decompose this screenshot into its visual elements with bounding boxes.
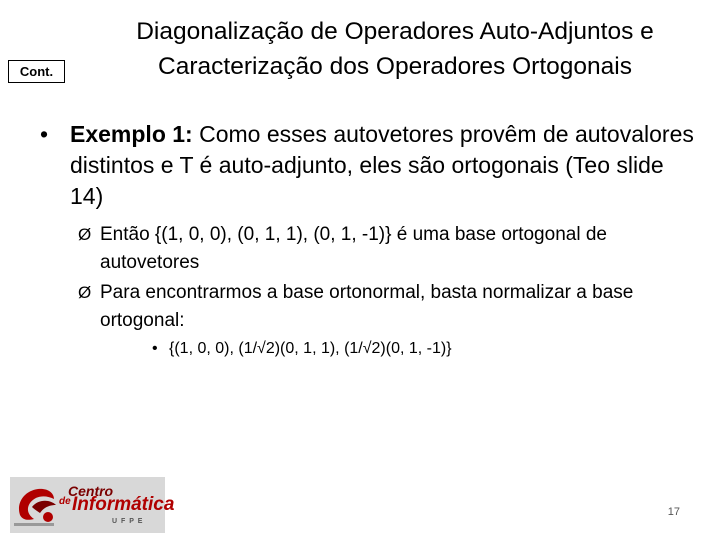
logo-word-ufpe: U F P E bbox=[112, 518, 144, 525]
title-line-2: Caracterização dos Operadores Ortogonais bbox=[158, 53, 632, 80]
logo-word-informatica: Informática bbox=[72, 494, 175, 515]
sub-sub-bullet-normalized-basis bbox=[152, 337, 698, 361]
cont-badge: Cont. bbox=[8, 60, 65, 83]
sub-bullet-orthogonal-basis bbox=[62, 221, 698, 277]
sub-bullet-text: Para encontrarmos a base ortonormal, basta normalizar a base ortogonal: bbox=[100, 282, 634, 331]
bullet-lead: Exemplo 1: bbox=[70, 121, 193, 147]
arrow-bullet-icon: Ø bbox=[78, 283, 92, 302]
sub-bullet-orthonormal-basis bbox=[62, 279, 698, 335]
sub-bullet-list bbox=[62, 221, 698, 361]
slide-title bbox=[70, 14, 720, 84]
centro-de-informatica-logo bbox=[10, 477, 175, 533]
slide-body bbox=[38, 119, 698, 361]
bullet-example-1 bbox=[38, 119, 698, 212]
title-line-1: Diagonalização de Operadores Auto-Adjuntos e bbox=[136, 18, 654, 45]
slide-number: 17 bbox=[667, 506, 680, 518]
logo-word-de: de bbox=[59, 496, 71, 507]
bullet-dot-icon: • bbox=[152, 340, 158, 357]
sub-bullet-text: Então {(1, 0, 0), (0, 1, 1), (0, 1, -1)} é uma base ortogonal de autovetores bbox=[100, 224, 607, 273]
bullet-text: Como esses autovetores provêm de autovalores distintos e T é auto-adjunto, eles são ortogonais (Teo slide 14) bbox=[70, 121, 694, 209]
bullet-dot-icon: • bbox=[40, 121, 49, 147]
arrow-bullet-icon: Ø bbox=[78, 225, 92, 244]
sub-sub-bullet-text: {(1, 0, 0), (1/√2)(0, 1, 1), (1/√2)(0, 1, -1)} bbox=[169, 340, 452, 357]
logo-word-centro: Centro bbox=[68, 483, 114, 499]
